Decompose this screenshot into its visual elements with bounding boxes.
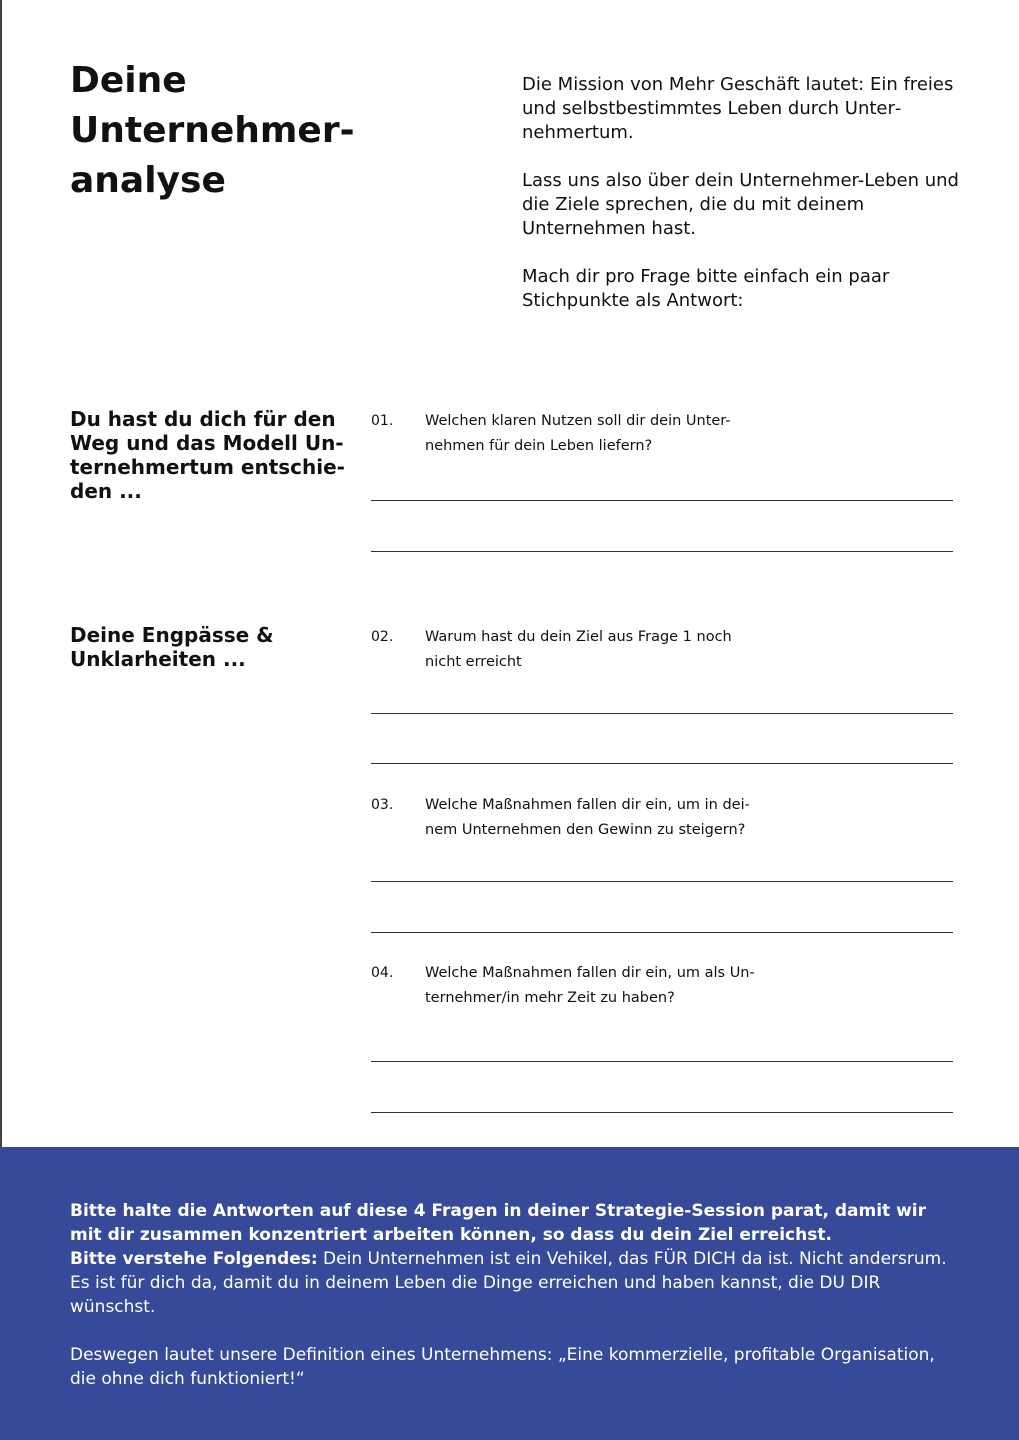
page-title — [70, 56, 400, 206]
intro-text — [522, 73, 962, 337]
answer-line[interactable] — [371, 1112, 953, 1113]
paragraph-gap — [70, 1319, 950, 1343]
answer-line[interactable] — [371, 713, 953, 714]
question-text-line: nicht erreicht — [425, 654, 522, 670]
footer-panel — [0, 1147, 1019, 1440]
question-text — [425, 961, 845, 1011]
question-text-line: nem Unternehmen den Gewinn zu steigern? — [425, 822, 746, 838]
section-heading-bottlenecks — [70, 623, 360, 671]
question-text-line: Warum hast du dein Ziel aus Frage 1 noch — [425, 629, 732, 645]
section-heading-line: Weg und das Modell Un- — [70, 431, 344, 455]
question-text-line: ternehmer/in mehr Zeit zu haben? — [425, 990, 675, 1006]
footer-explanation: Dein Unternehmen ist ein Vehikel, das FÜR DICH da ist. Nicht andersrum. Es ist für dich da, damit du in deinem Leben die Dinge erreichen und haben kannst, die DU DIR wünschst. — [70, 1249, 947, 1317]
footer-bold-lead: Bitte verstehe Folgendes: — [70, 1249, 318, 1269]
question-text-line: Welche Maßnahmen fallen dir ein, um in dei- — [425, 797, 750, 813]
answer-line[interactable] — [371, 763, 953, 764]
answer-line[interactable] — [371, 500, 953, 501]
footer-bold-paragraph: Bitte halte die Antworten auf diese 4 Fragen in deiner Strategie-Session parat, damit wir mit dir zusammen konzentriert arbeiten können, so dass du dein Ziel erreichst. — [70, 1201, 927, 1245]
footer-definition: Deswegen lautet unsere Definition eines Unternehmens: „Eine kommerzielle, profitable Organisation, die ohne dich funktioniert!“ — [70, 1345, 935, 1389]
question-text-line: Welche Maßnahmen fallen dir ein, um als Un- — [425, 965, 755, 981]
title-line: Unternehmer- — [70, 110, 355, 151]
intro-paragraph: Die Mission von Mehr Geschäft lautet: Ein freies und selbstbestimmtes Leben durch Unternehmertum. — [522, 74, 954, 143]
question-number: 04. — [371, 965, 394, 981]
section-heading-line: ternehmertum entschie- — [70, 455, 345, 479]
section-heading-line: den ... — [70, 479, 142, 503]
answer-line[interactable] — [371, 1061, 953, 1062]
question-text — [425, 625, 845, 675]
question-number: 03. — [371, 797, 394, 813]
question-text-line: nehmen für dein Leben liefern? — [425, 438, 653, 454]
question-number: 01. — [371, 413, 394, 429]
section-heading-line: Deine Engpässe & — [70, 623, 274, 647]
section-heading-line: Du hast du dich für den — [70, 407, 336, 431]
section-heading-line: Unklarheiten ... — [70, 647, 246, 671]
intro-paragraph: Mach dir pro Frage bitte einfach ein paar Stichpunkte als Antwort: — [522, 266, 890, 311]
answer-line[interactable] — [371, 551, 953, 552]
title-line: analyse — [70, 160, 226, 201]
question-number: 02. — [371, 629, 394, 645]
footer-text — [70, 1199, 950, 1391]
intro-paragraph: Lass uns also über dein Unternehmer-Leben und die Ziele sprechen, die du mit deinem Unternehmen hast. — [522, 170, 959, 239]
answer-line[interactable] — [371, 881, 953, 882]
answer-line[interactable] — [371, 932, 953, 933]
section-heading-decision — [70, 407, 360, 503]
title-line: Deine — [70, 60, 187, 101]
question-text — [425, 409, 845, 459]
question-text — [425, 793, 845, 843]
question-text-line: Welchen klaren Nutzen soll dir dein Unter- — [425, 413, 731, 429]
page-left-border — [0, 0, 2, 1148]
